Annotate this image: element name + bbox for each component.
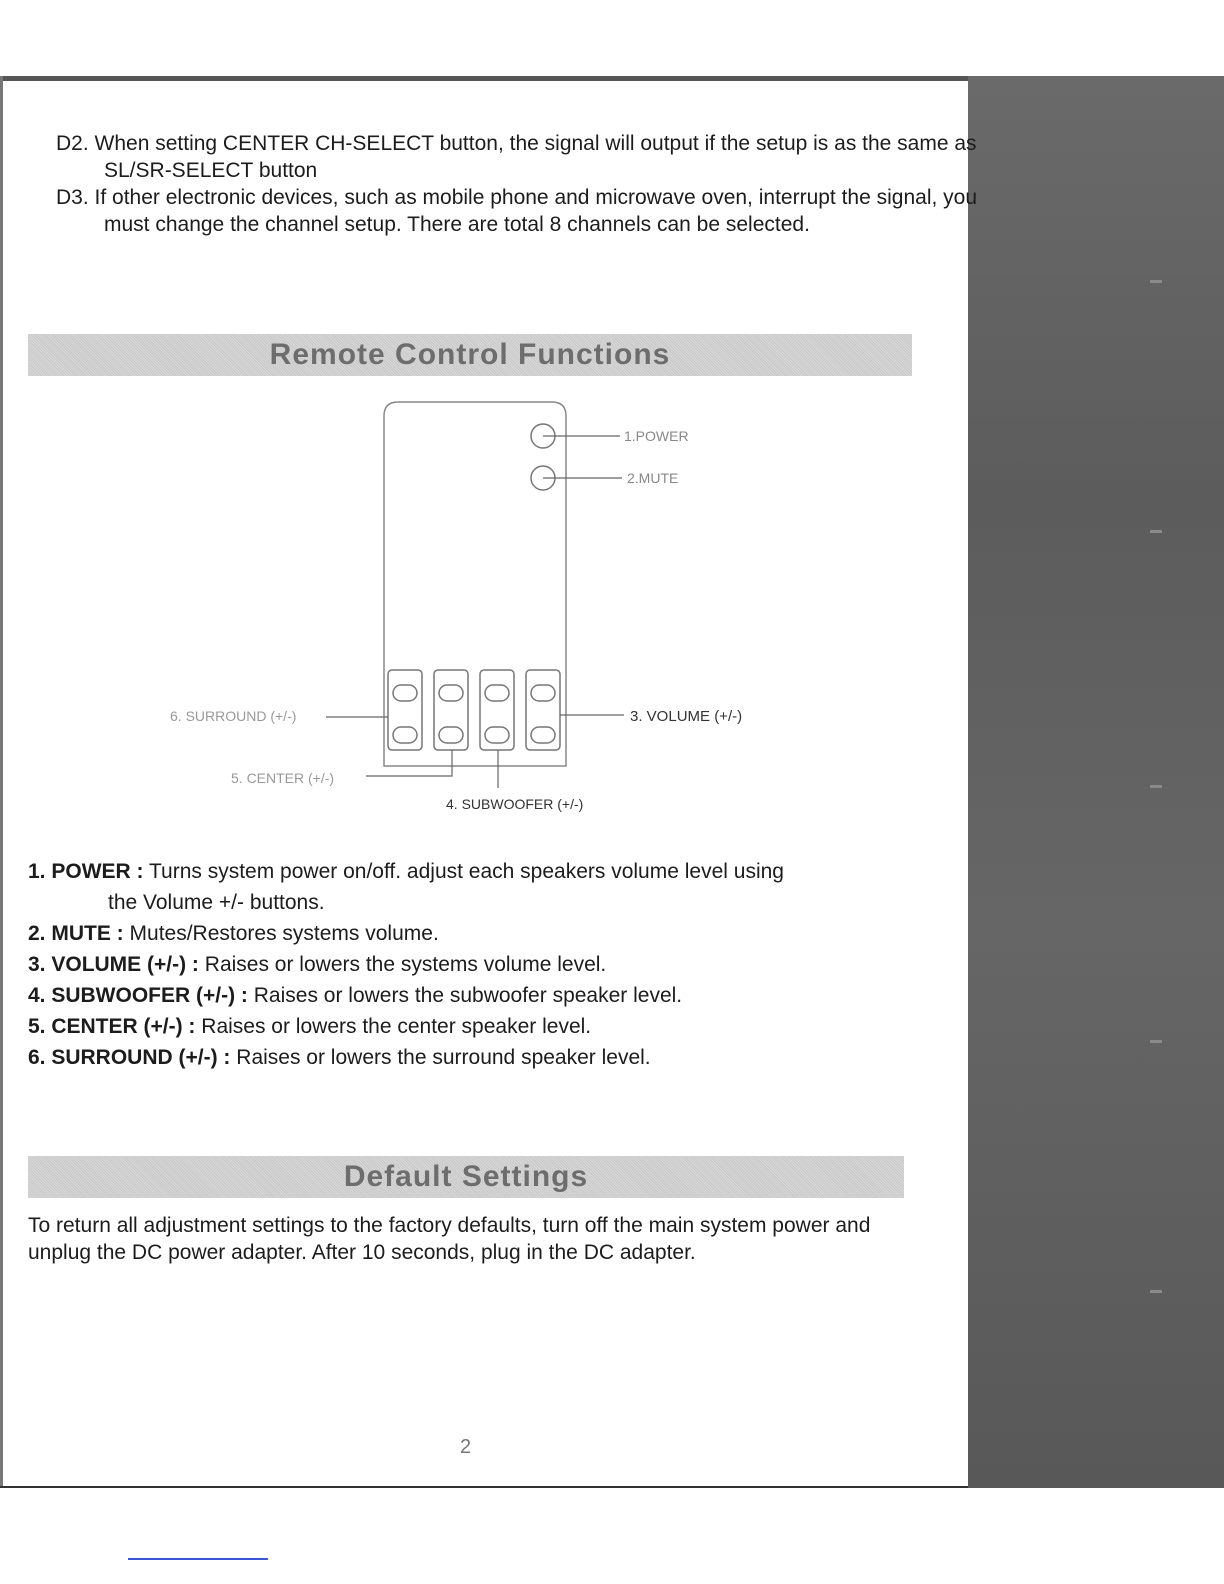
default-settings-header: [28, 1156, 904, 1198]
function-label: 3. VOLUME (+/-) :: [28, 953, 199, 976]
scanned-page-edge: [968, 76, 1224, 1488]
remote-body: [384, 402, 566, 766]
remote-control-diagram: [0, 390, 968, 830]
default-settings-text: To return all adjustment settings to the factory defaults, turn off the main system power and unplug the DC power adapter. After 10 seconds, plug in the DC adapter.: [28, 1214, 871, 1264]
instruction-d2: [56, 130, 984, 184]
function-label: 2. MUTE :: [28, 922, 124, 945]
page-edge-mark: [1150, 1040, 1162, 1043]
instruction-d2-text: When setting CENTER CH-SELECT button, the signal will output if the setup is as the same as SL/SR-SELECT button: [94, 132, 977, 182]
remote-functions-header: [28, 334, 912, 376]
instruction-d3-text: If other electronic devices, such as mobile phone and microwave oven, interrupt the signal, you must change the channel setup. There are total 8 channels can be selected.: [94, 186, 978, 236]
page-edge-mark: [1150, 785, 1162, 788]
function-description: Mutes/Restores systems volume.: [129, 922, 439, 945]
page-edge-mark: [1150, 1290, 1162, 1293]
volume-diagram-label: 3. VOLUME (+/-): [630, 708, 743, 725]
power-diagram-label: 1.POWER: [624, 428, 689, 444]
function-description: Raises or lowers the systems volume level.: [204, 953, 607, 976]
instruction-d3-label: D3.: [56, 186, 89, 209]
page-edge-mark: [1150, 280, 1162, 283]
default-settings-title: Default Settings: [343, 1160, 589, 1193]
instruction-d3: [56, 184, 984, 238]
list-item: [28, 1011, 928, 1042]
mute-diagram-label: 2.MUTE: [627, 470, 679, 486]
function-label: 6. SURROUND (+/-) :: [28, 1046, 231, 1069]
surround-diagram-label: 6. SURROUND (+/-): [170, 708, 297, 724]
link-underline: [128, 1558, 268, 1560]
list-item: [28, 856, 928, 887]
bottom-border: [0, 1486, 968, 1488]
function-label: 1. POWER :: [28, 860, 144, 883]
function-label: 4. SUBWOOFER (+/-) :: [28, 984, 248, 1007]
volume-plus-key: [531, 685, 555, 701]
center-minus-key: [439, 727, 463, 743]
function-description: Raises or lowers the center speaker level.: [201, 1015, 592, 1038]
center-diagram-label: 5. CENTER (+/-): [231, 770, 335, 786]
function-description: Raises or lowers the subwoofer speaker level.: [253, 984, 683, 1007]
center-plus-key: [439, 685, 463, 701]
function-label: 5. CENTER (+/-) :: [28, 1015, 196, 1038]
list-item-continuation: [28, 887, 928, 918]
surround-minus-key: [393, 727, 417, 743]
page-number: 2: [460, 1436, 472, 1458]
remote-function-list: [28, 856, 928, 1073]
page-edge-mark: [1150, 530, 1162, 533]
function-description: Raises or lowers the surround speaker level.: [236, 1046, 651, 1069]
list-item: [28, 1042, 928, 1073]
subwoofer-diagram-label: 4. SUBWOOFER (+/-): [446, 796, 584, 812]
subwoofer-plus-key: [485, 685, 509, 701]
function-description: the Volume +/- buttons.: [108, 891, 325, 914]
center-leader: [366, 750, 452, 776]
instruction-d2-label: D2.: [56, 132, 89, 155]
volume-minus-key: [531, 727, 555, 743]
list-item: [28, 918, 928, 949]
surround-plus-key: [393, 685, 417, 701]
remote-functions-title: Remote Control Functions: [269, 338, 671, 371]
function-description: Turns system power on/off. adjust each speakers volume level using: [148, 860, 784, 883]
subwoofer-minus-key: [485, 727, 509, 743]
list-item: [28, 949, 928, 980]
list-item: [28, 980, 928, 1011]
